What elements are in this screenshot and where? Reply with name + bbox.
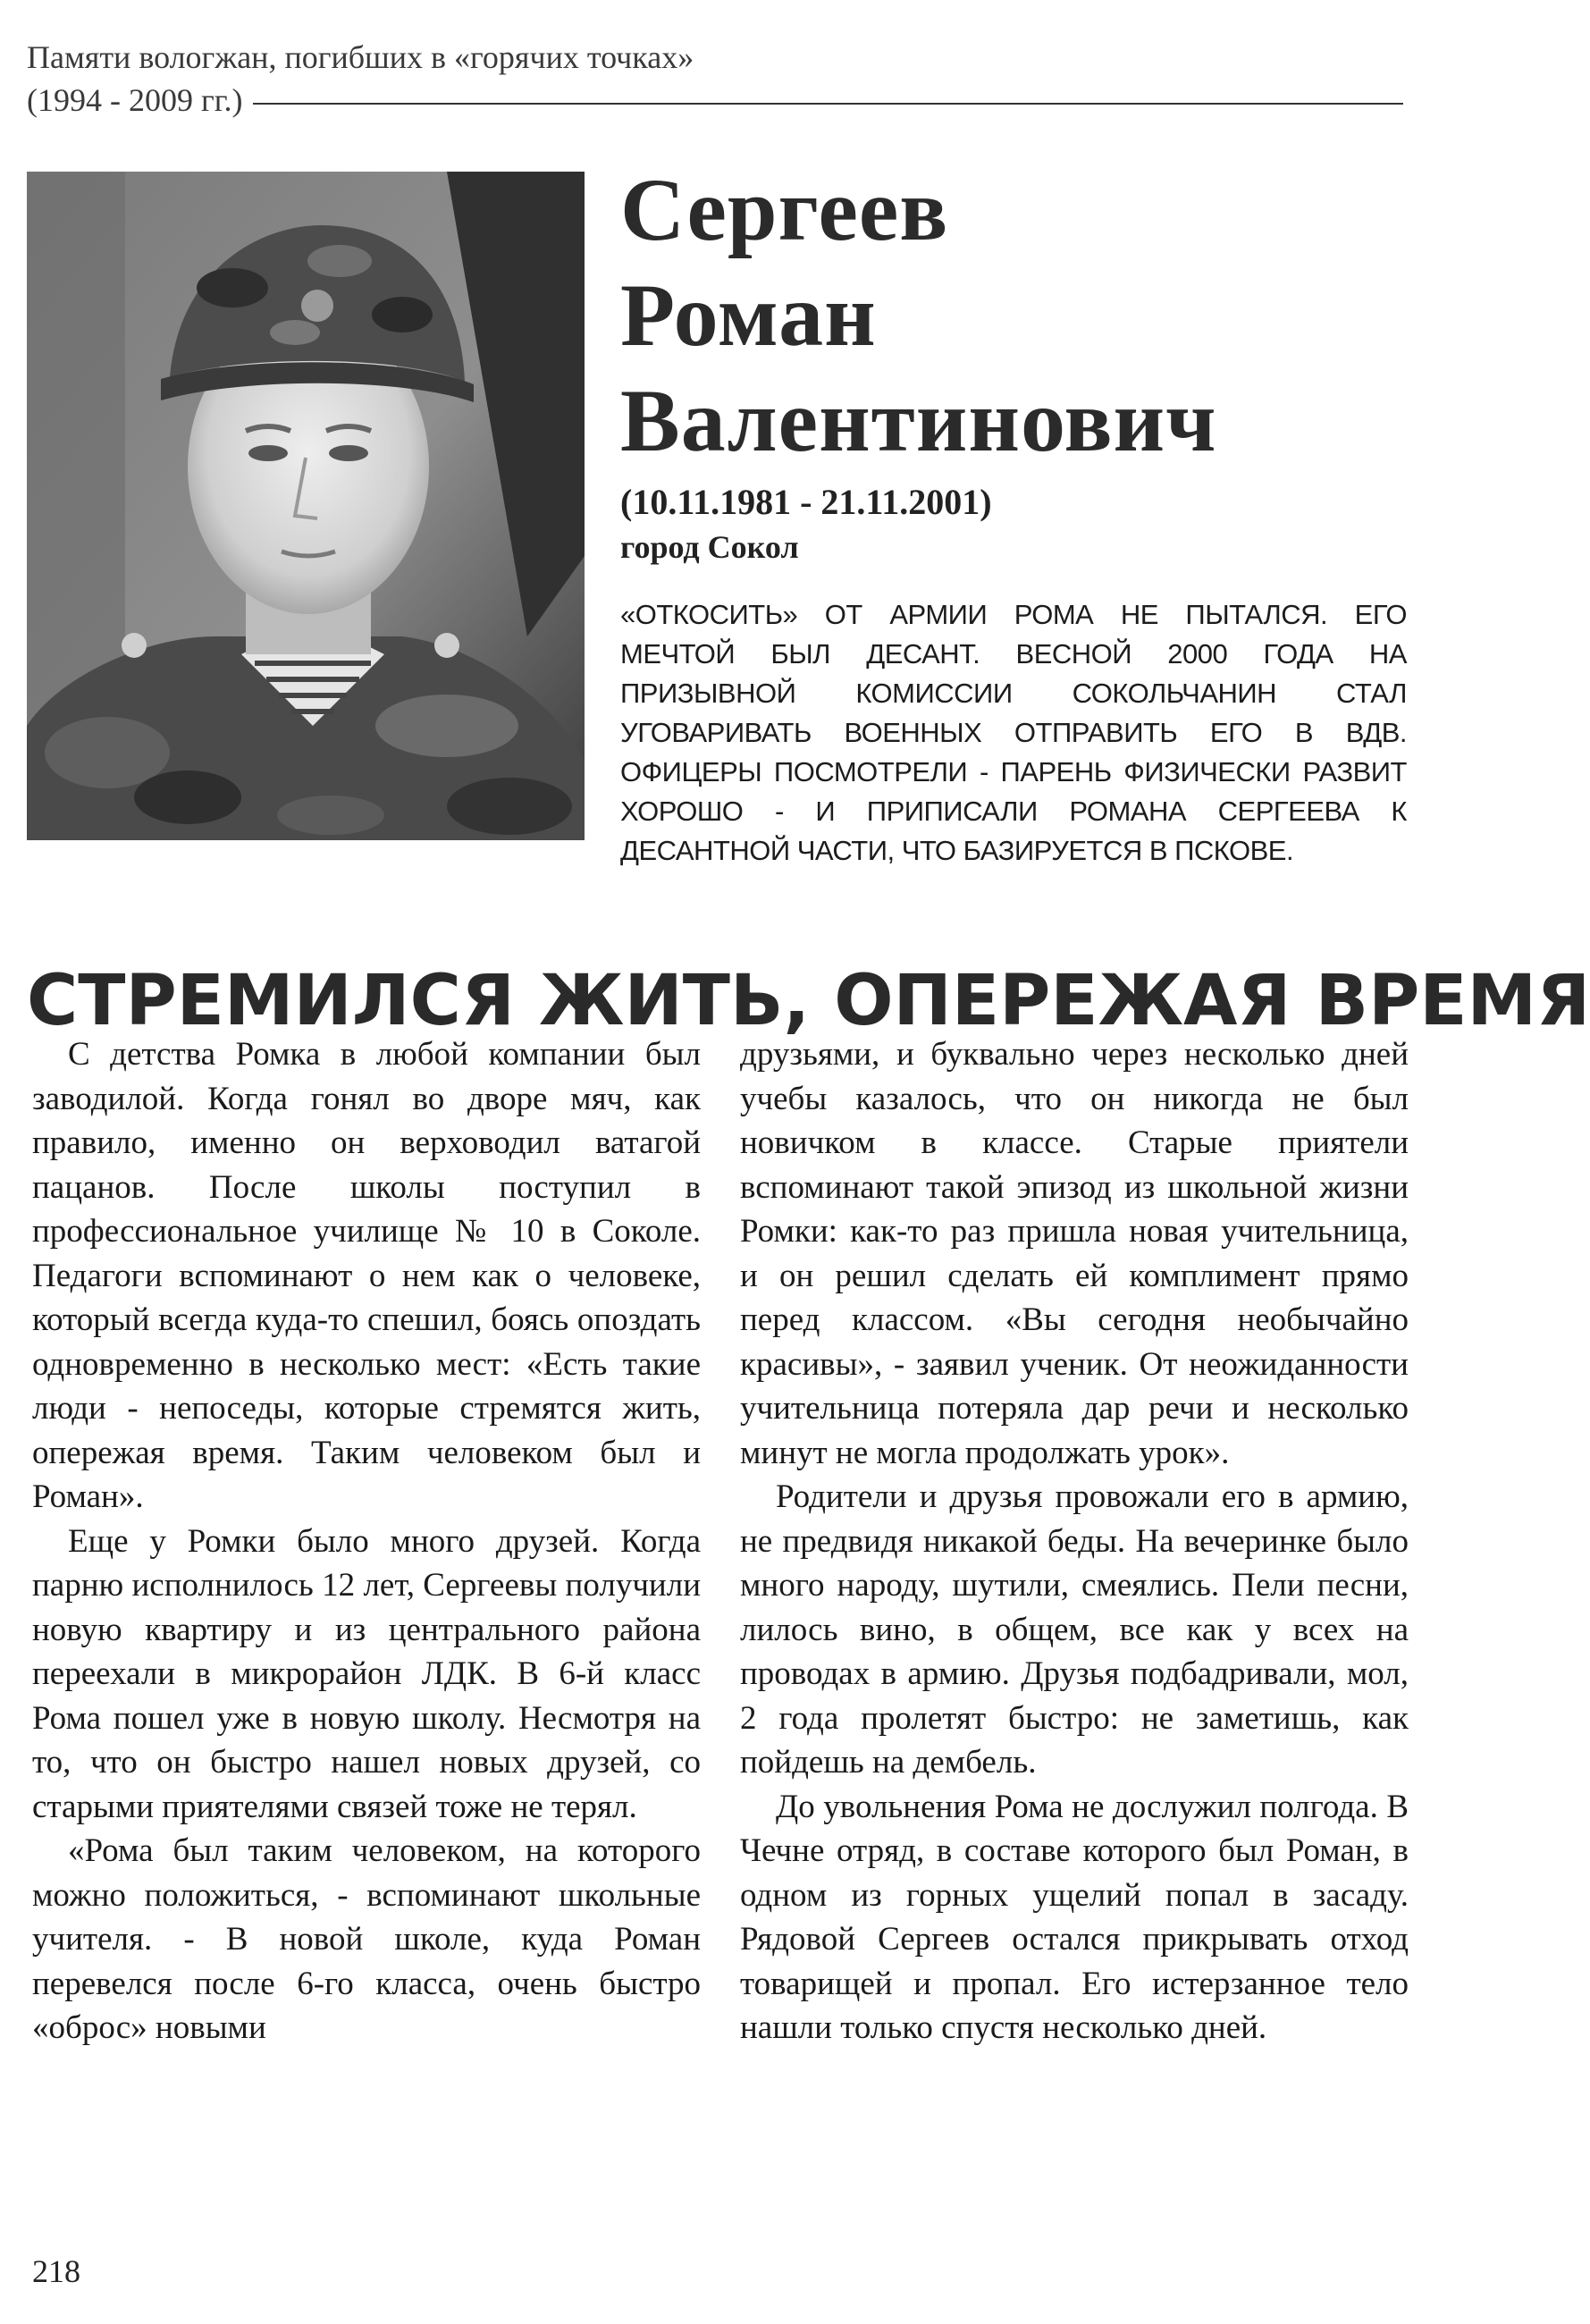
article-column-right [740,1032,1409,2230]
article-headline: СТРЕМИЛСЯ ЖИТЬ, ОПЕРЕЖАЯ ВРЕМЯ [27,961,1590,1042]
patronymic: Валентинович [620,371,1217,470]
page-number: 218 [32,2253,80,2289]
lead-paragraph: «ОТКОСИТЬ» ОТ АРМИИ РОМА НЕ ПЫТАЛСЯ. ЕГО МЕЧТОЙ БЫЛ ДЕСАНТ. ВЕСНОЙ 2000 ГОДА НА ПРИЗЫВНОЙ КОМИССИИ СОКОЛЬЧАНИН СТАЛ УГОВАРИВАТЬ ВОЕННЫХ ОТПРАВИТЬ ЕГО В ВДВ. ОФИЦЕРЫ ПОСМОТРЕЛИ - ПАРЕНЬ ФИЗИЧЕСКИ РАЗВИТ ХОРОШО - И ПРИПИСАЛИ РОМАНА СЕРГЕЕВА К ДЕСАНТНОЙ ЧАСТИ, ЧТО БАЗИРУЕТСЯ В ПСКОВЕ. [620,599,1407,866]
running-head [27,36,1403,122]
paragraph: До увольнения Рома не дослужил полгода. В Чечне отряд, в составе которого был Роман, в одном из горных ущелий попал в засаду. Рядовой Сергеев остался прикрывать отход товарищей и пропал. Его истерзанное тело нашли только спустя несколько дней. [740,1788,1409,2046]
running-head-years-row [27,79,1403,122]
paragraph: «Рома был таким человеком, на которого можно положиться, - вспоминают школьные учителя. - В новой школе, куда Роман перевелся после 6-го класса, очень быстро «оброс» новыми [32,1832,701,2046]
running-head-years: (1994 - 2009 гг.) [27,82,243,118]
paragraph: друзьями, и буквально через несколько дней учебы казалось, что он никогда не был новичком в классе. Старые приятели вспоминают такой эпизод из школьной жизни Ромки: как-то раз пришла новая учительница, и он решил сделать ей комплимент прямо перед классом. «Вы сегодня необычайно красивы», - заявил ученик. От неожиданности учительница потеряла дар речи и несколько минут не могла продолжать урок». [740,1036,1409,1471]
article-column-left [32,1032,701,2230]
paragraph: Еще у Ромки было много друзей. Когда парню исполнилось 12 лет, Сергеевы получили новую квартиру и из центрального района переехали в микрорайон ЛДК. В 6-й класс Рома пошел уже в новую школу. Несмотря на то, что он быстро нашел новых друзей, со старыми приятелями связей тоже не терял. [32,1522,701,1825]
paragraph: Родители и друзья провожали его в армию, не предвидя никакой беды. На вечеринке было много народу, шутили, смеялись. Пели песни, лилось вино, в общем, все как у всех на проводах в армию. Друзья подбадривали, мол, 2 года пролетят быстро: не заметишь, как пойдешь на дембель. [740,1478,1409,1781]
life-dates: (10.11.1981 - 21.11.2001) [620,482,992,522]
soldier-portrait-icon [27,172,585,840]
article-body [32,1032,1409,2230]
city: город Сокол [620,529,799,565]
first-name: Роман [620,265,877,365]
person-info [620,157,1407,871]
paragraph: С детства Ромка в любой компании был заводилой. Когда гонял во дворе мяч, как правило, именно он верховодил ватагой пацанов. После школы поступил в профессиональное училище № 10 в Соколе. Педагоги вспоминают о нем как о человеке, который всегда куда-то спешил, боясь опоздать одновременно в несколько мест: «Есть такие люди - непоседы, которые стремятся жить, опережая время. Таким человеком был и Роман». [32,1036,701,1515]
surname: Сергеев [620,160,949,259]
portrait-photo [27,172,585,840]
header-rule [253,103,1403,105]
running-head-title: Памяти вологжан, погибших в «горячих точках» [27,39,694,75]
